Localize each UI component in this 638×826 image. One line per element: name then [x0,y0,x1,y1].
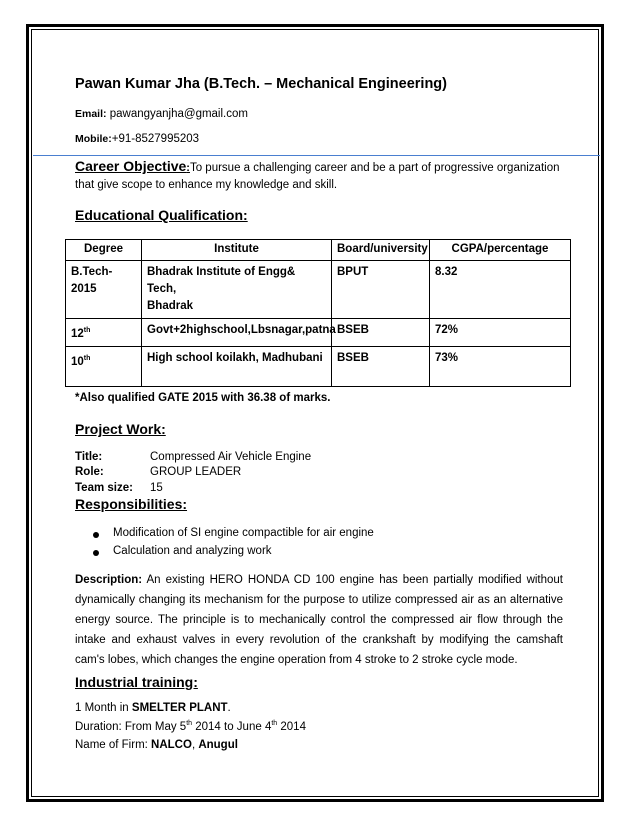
description-line3: energy source. The principle is to mechanically control the compressed air flow through the [75,614,563,626]
cell-degree: 10th [66,346,142,386]
training-firm: Name of Firm: NALCO, Anugul [75,739,238,751]
project-heading: Project Work: [75,421,166,437]
training-line1: 1 Month in SMELTER PLANT. [75,702,231,714]
career-objective-colon: : [186,162,190,174]
table-row [66,319,571,347]
cell-degree: B.Tech- 2015 [66,261,142,319]
cell-score: 8.32 [430,261,571,319]
mobile-value: +91-8527995203 [111,133,200,145]
project-role: GROUP LEADER [150,466,242,478]
cell-score: 73% [430,346,571,386]
description-line5: cam's lobes, which changes the engine operation from 4 stroke to 2 stroke cycle mode. [75,654,518,666]
col-degree: Degree [66,240,142,261]
cell-board: BPUT [332,261,430,319]
table-row [66,261,571,319]
project-role-label: Role: [75,466,104,478]
cell-board: BSEB [332,346,430,386]
cell-score: 72% [430,319,571,347]
cell-institute: Bhadrak Institute of Engg& Tech, Bhadrak [142,261,332,319]
career-objective-text2: that give scope to enhance my knowledge and skill. [75,179,338,191]
mobile-label: Mobile: [75,133,112,145]
bullet-icon [93,550,99,556]
col-board: Board/university [332,240,430,261]
cell-institute: Govt+2highschool,Lbsnagar,patna [142,319,332,347]
firm-location: Anugul [198,739,238,751]
education-table [65,239,571,387]
cell-degree: 12th [66,319,142,347]
firm-name: NALCO [151,739,192,751]
email-label: Email: [75,108,107,120]
cell-institute: High school koilakh, Madhubani [142,346,332,386]
project-title-label: Title: [75,451,103,463]
training-duration: Duration: From May 5th 2014 to June 4th 2014 [75,720,306,733]
career-objective-heading: Career Objective [75,158,187,174]
description-label: Description: [75,574,143,586]
career-objective-text1: To pursue a challenging career and be a part of progressive organization [189,162,560,174]
description-line2: dynamically changing its mechanism for the purpose to utilize compressed air as an alternative [75,594,563,606]
email-line [75,108,248,120]
bullet-icon [93,532,99,538]
responsibilities-heading: Responsibilities: [75,496,188,512]
education-heading: Educational Qualification: [75,207,248,223]
candidate-name: Pawan Kumar Jha (B.Tech. – Mechanical Engineering) [75,76,447,92]
description-line4: intake and exhaust valves in every revolution of the crankshaft by modifying the camshaft [75,634,563,646]
email-value: pawangyanjha@gmail.com [109,108,248,120]
education-header-row [66,240,571,261]
plant-name: SMELTER PLANT [131,702,228,714]
mobile-line [75,133,199,145]
team-size-label: Team size: [75,482,133,494]
col-score: CGPA/percentage [430,240,571,261]
description-line1: Description: An existing HERO HONDA CD 100 engine has been partially modified without [75,574,564,586]
col-institute: Institute [142,240,332,261]
career-objective-line1 [75,158,559,176]
list-item: Modification of SI engine compactible for air engine [113,527,374,539]
cell-board: BSEB [332,319,430,347]
header-divider [33,155,600,156]
project-title: Compressed Air Vehicle Engine [150,451,312,463]
team-size: 15 [150,482,163,494]
list-item: Calculation and analyzing work [113,545,272,557]
gate-note: *Also qualified GATE 2015 with 36.38 of marks. [75,392,331,404]
training-heading: Industrial training: [75,674,198,690]
table-row [66,346,571,386]
